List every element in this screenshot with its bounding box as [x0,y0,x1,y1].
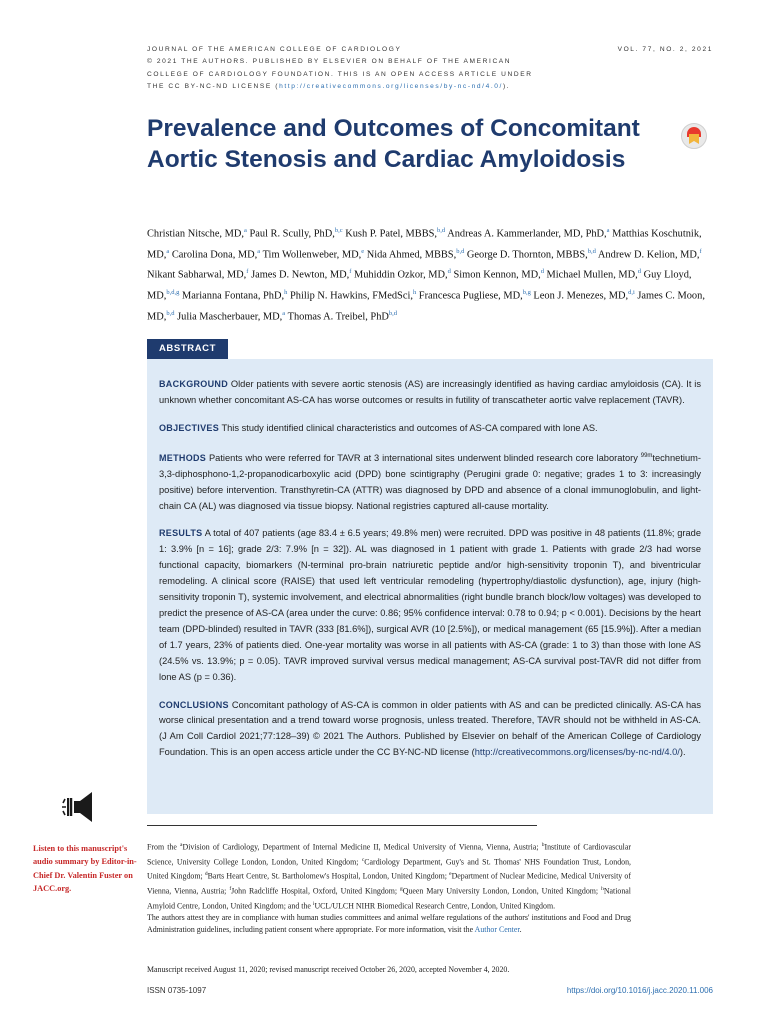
author-affiliation-marker: b,d,g [166,289,180,297]
abstract-objectives [159,421,701,437]
author-name: George D. Thornton, MBBS, [466,249,588,261]
author-name: Leon J. Menezes, MD, [533,290,629,302]
author-name: Simon Kennon, MD, [453,269,541,281]
affiliation-marker: c [361,856,365,863]
audio-summary-note[interactable]: Listen to this manuscript's audio summary by Editor-in-Chief Dr. Valentin Fuster on JACC.org. [33,844,137,893]
author-name: Paul R. Scully, PhD, [249,228,335,240]
copyright-line-2: COLLEGE OF CARDIOLOGY FOUNDATION. THIS IS AN OPEN ACCESS ARTICLE UNDER [147,70,533,78]
affiliation-item: Department of Nuclear Medicine, Medical University of Vienna, Vienna, Austria; [147,871,631,896]
abstract-results [159,526,701,685]
author-affiliation-marker: f [349,268,352,276]
author-affiliation-marker: a [166,247,170,255]
author-name: Tim Wollenweber, MD, [262,249,362,261]
affiliation-text [147,839,631,912]
author-affiliation-marker: b,d [388,309,398,317]
author-name: Matthias Koschutnik, MD, [147,228,702,261]
doi-link[interactable]: https://doi.org/10.1016/j.jacc.2020.11.006 [566,986,713,995]
journal-name: JOURNAL OF THE AMERICAN COLLEGE OF CARDIOLOGY [147,46,402,53]
author-affiliation-marker: b,d [166,309,175,317]
author-affiliation-marker: h [284,289,288,297]
copyright-line-3-suffix: ). [503,82,511,90]
license-link[interactable]: http://creativecommons.org/licenses/by-nc-nd/4.0/ [279,82,503,90]
author-name: Michael Mullen, MD, [546,269,638,281]
running-header [147,44,713,93]
author-affiliation-marker: b,d [587,247,596,255]
affiliation-marker: g [400,885,403,892]
author-affiliation-marker: d [540,268,544,276]
abstract-label: ABSTRACT [147,339,228,359]
author-name: Thomas A. Treibel, PhD [287,311,389,323]
author-name: Guy Lloyd, MD, [147,269,692,302]
copyright-line-1: © 2021 THE AUTHORS. PUBLISHED BY ELSEVIER ON BEHALF OF THE AMERICAN [147,58,512,66]
author-affiliation-marker: d [637,268,641,276]
author-affiliation-marker: f [246,268,249,276]
author-name: Francesca Pugliese, MD, [418,290,523,302]
footnote-divider [147,825,537,826]
author-affiliation-marker: f [699,247,702,255]
affiliation-marker: d [204,871,208,878]
affiliation-marker: f [229,885,232,892]
affiliation-marker: h [601,885,604,892]
author-name: Andrew D. Kelion, MD, [597,249,700,261]
affiliation-marker: e [449,871,452,878]
author-affiliation-marker: e [361,247,365,255]
crossmark-ribbon [689,134,699,144]
author-affiliation-marker: d [447,268,451,276]
abstract-background [159,377,701,409]
article-title: Prevalence and Outcomes of Concomitant Aortic Stenosis and Cardiac Amyloidosis [147,115,640,173]
methods-superscript: 99m [640,452,653,459]
author-affiliation-marker: b,d [437,227,446,234]
author-name: Kush P. Patel, MBBS, [345,228,438,240]
author-affiliation-marker: h [412,289,417,297]
affiliation-item: John Radcliffe Hospital, Oxford, United Kingdom; [231,886,401,896]
author-name: James D. Newton, MD, [251,269,350,281]
objectives-text: This study identified clinical characteristics and outcomes of AS-CA compared with lone AS. [221,422,598,433]
crossmark-icon[interactable] [681,123,707,149]
methods-text: Patients who were referred for TAVR at 3 international sites underwent blinded research core laboratory [208,452,638,463]
conclusions-text: Concomitant pathology of AS-CA is common in older patients with AS and can be predicted clinically. AS-CA has worse clinical presentation and a trend toward worse prognosis, unless treated. Therefore, TAVR should not be withheld in AS-CA. (J Am Coll Cardiol 2021;77:128–39) © 2021 The Authors. Published by Elsevier on behalf of the American College of Cardiology Foundation. This is an open access article under the CC BY-NC-ND license ( [159,699,701,758]
author-name: Nikant Sabharwal, MD, [147,269,247,281]
attestation-body: The authors attest they are in compliance with human studies committees and animal welfare regulations of the authors' institutions and Food and Drug Administration guidelines, including patient consent where appropriate. For more information, visit the [147,913,631,935]
speaker-icon[interactable] [61,787,105,832]
affiliation-item: Queen Mary University London, London, United Kingdom; [402,886,602,896]
author-name: Christian Nitsche, MD, [147,228,244,240]
author-name: Marianna Fontana, PhD, [181,290,285,302]
copyright-line-3-prefix: THE CC BY-NC-ND LICENSE ( [147,82,280,90]
author-name: Philip N. Hawkins, FMedSci, [289,290,413,302]
affiliation-marker: b [541,842,545,848]
affiliation-item: Institute of Cardiovascular Science, University College London, London, United Kingdom; [147,842,631,867]
author-name: Julia Mascherbauer, MD, [177,311,283,323]
attestation-text [147,912,631,936]
author-affiliation-marker: a [282,309,286,317]
volume-info: VOL. 77, NO. 2, 2021 [617,46,713,53]
author-affiliation-marker: b,g [522,289,531,297]
copyright-line-3 [147,81,713,93]
affiliation-marker: a [180,842,183,848]
abstract-box [147,359,713,814]
objectives-keyword: OBJECTIVES [159,422,220,433]
affiliations [147,839,631,936]
author-affiliation-marker: a [243,227,247,234]
author-name: Andreas A. Kammerlander, MD, PhD, [447,228,607,240]
author-affiliation-marker: a [606,227,610,234]
methods-text-continued: technetium-3,3-diphosphono-1,2-propanodicarboxylic acid (DPD) bone scintigraphy (Perugini grade 0: negative; grades 1 to 3: increasingly positive) before intervention. Transthyretin-CA (ATTR) was diagnosed by DPD and absence of a clonal immunoglobulin, and light-chain CA (AL) was diagnosed via tissue biopsy. National registries captured all-cause mortality. [159,452,701,511]
results-text: A total of 407 patients (age 83.4 ± 6.5 years; 49.8% men) were recruited. DPD was positive in 48 patients (11.8%; grade 1: 3.9% [n = 16]; grade 2/3: 7.9% [n = 32]). AL was diagnosed in 1 patient with grade 1. Patients with grade 2/3 had worse functional capacity, biomarkers (N-terminal pro-brain natriuretic peptide and/or high-sensitivity troponin T), and biventricular remodeling. A clinical score (RAISE) that used left ventricular remodeling (hypertrophy/diastolic dysfunction), age, injury (high-sensitivity troponin T), systemic involvement, and electrical abnormalities (right bundle branch block/low voltages) was developed to predict the presence of AS-CA (area under the curve: 0.86; 95% confidence interval: 0.78 to 0.94; p < 0.001). Decisions by the heart team (DPD-blinded) resulted in TAVR (333 [81.6%]), surgical AVR (10 [2.5%]), or medical management (65 [15.9%]). After a median of 1.7 years, 23% of patients died. One-year mortality was worse in all patients with AS-CA (grade: 1 to 3) than those with lone AS (24.5% vs. 13.9%; p = 0.05). TAVR improved survival versus medical management; AS-CA survival post-TAVR did not differ from lone AS (p = 0.36). [159,528,701,682]
affiliation-item: Division of Cardiology, Department of Internal Medicine II, Medical University of Vienna, Vienna, Austria; [182,842,542,852]
background-keyword: BACKGROUND [159,379,228,389]
author-affiliation-marker: b,d [456,247,465,255]
affiliation-item: Cardiology Department, Guy's and St. Thomas' NHS Foundation Trust, London, United Kingdom; [147,857,632,881]
affiliation-prefix: From the [147,842,181,852]
author-affiliation-marker: d,i [628,289,635,297]
background-text: Older patients with severe aortic stenosis (AS) are increasingly identified as having cardiac amyloidosis (CA). It is unknown whether concomitant AS-CA has worse outcomes or results in futility of transcatheter aortic valve replacement (TAVR). [159,379,701,405]
affiliation-item: National Amyloid Centre, London, United Kingdom; and the [147,886,631,911]
author-affiliation-marker: a [257,247,261,255]
author-center-link[interactable]: Author Center [474,925,520,935]
attestation-end: . [519,925,522,935]
abstract-methods [159,449,701,515]
author-name: Carolina Dona, MD, [171,249,258,261]
affiliation-marker: i [312,900,315,907]
abstract-conclusions [159,698,701,762]
conclusions-keyword: CONCLUSIONS [159,699,229,710]
results-keyword: RESULTS [159,528,203,539]
author-name: Muhiddin Ozkor, MD, [353,269,448,281]
methods-keyword: METHODS [159,452,207,463]
author-name: James C. Moon, MD, [147,290,705,323]
manuscript-dates: Manuscript received August 11, 2020; revised manuscript received October 26, 2020, accepted November 4, 2020. [147,965,510,974]
conclusions-license-link[interactable]: http://creativecommons.org/licenses/by-nc-nd/4.0/ [474,747,680,758]
affiliation-item: UCL/ULCH NIHR Biomedical Research Centre, London, United Kingdom. [314,901,556,911]
author-name: Nida Ahmed, MBBS, [366,249,457,261]
author-list [147,222,717,325]
issn: ISSN 0735-1097 [147,986,207,995]
affiliation-item: Barts Heart Centre, St. Bartholomew's Hospital, London, United Kingdom; [207,871,450,881]
conclusions-end: ). [679,747,686,758]
author-affiliation-marker: b,c [334,227,343,234]
